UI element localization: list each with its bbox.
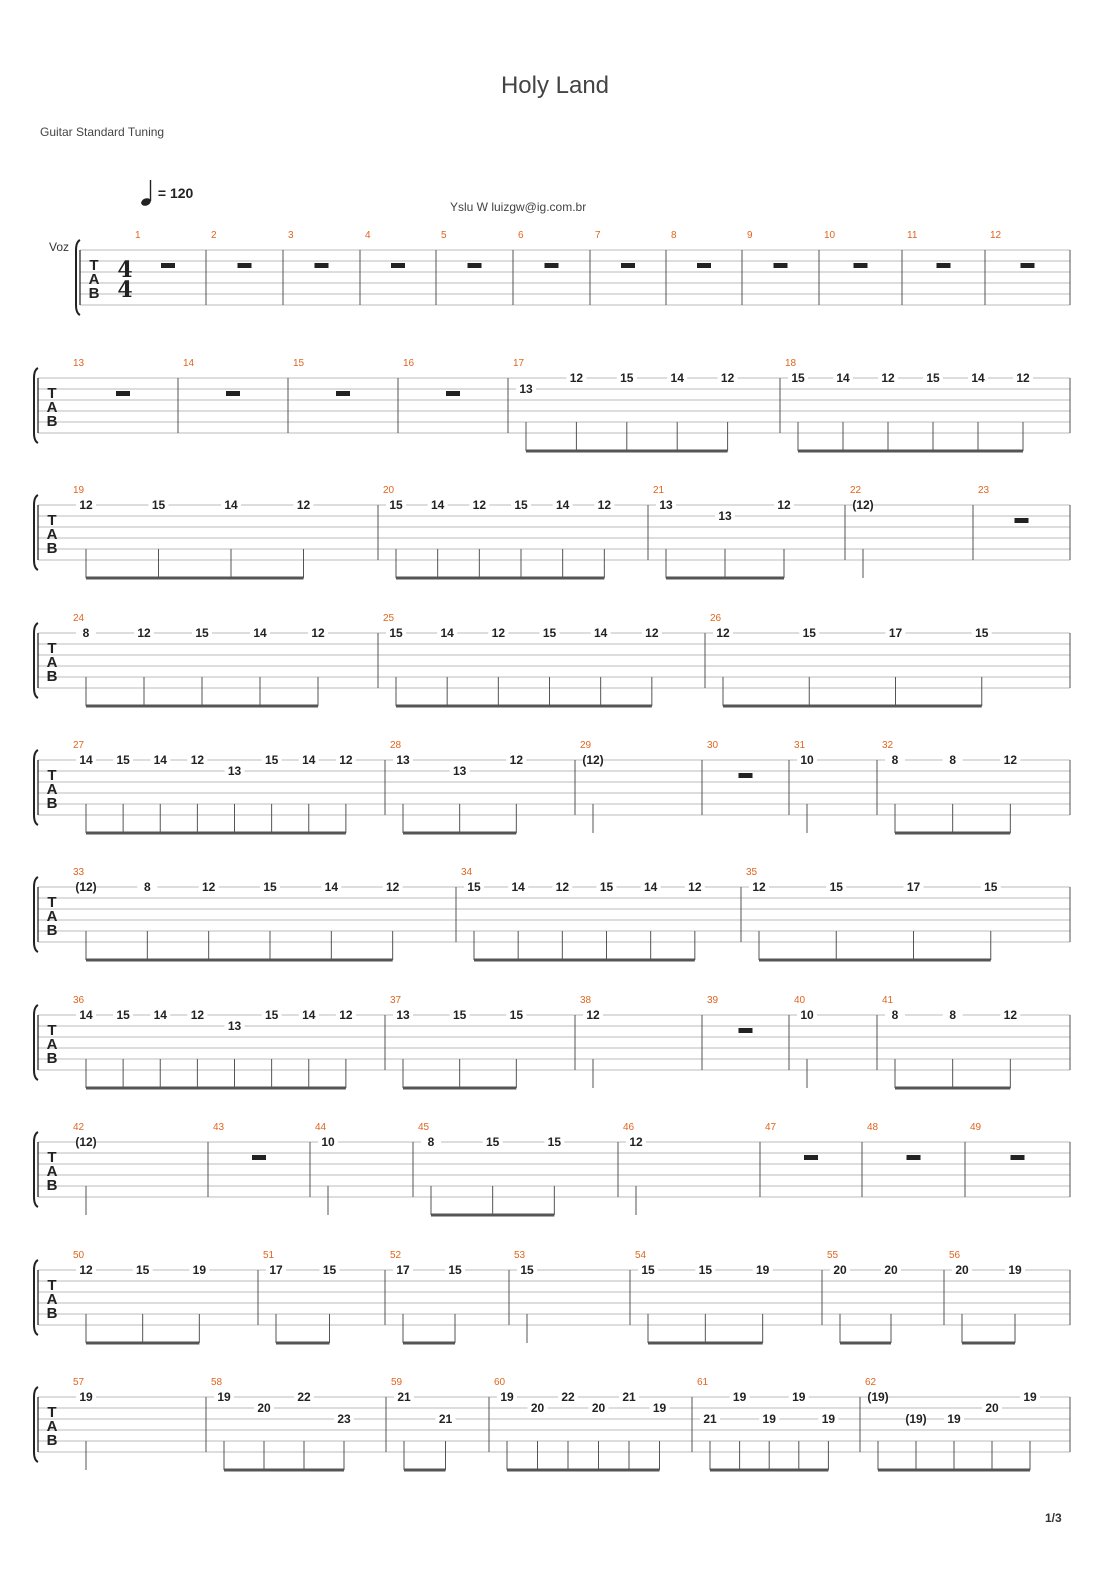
fret-number: 12: [79, 498, 93, 512]
measure-number: 25: [383, 613, 395, 624]
fret-number: 8: [427, 1135, 435, 1149]
fret-number: 19: [500, 1390, 514, 1404]
measure-number: 42: [73, 1122, 85, 1133]
measure: [116, 391, 130, 396]
fret-number: 8: [891, 753, 899, 767]
fret-number: 8: [949, 1008, 957, 1022]
measure: [1011, 1155, 1025, 1160]
whole-rest: [468, 263, 482, 268]
measure-number: 17: [513, 358, 525, 369]
fret-number: 20: [257, 1401, 271, 1415]
fret-number: (12): [75, 1135, 97, 1149]
measure: [739, 773, 753, 778]
fret-number: (19): [905, 1412, 927, 1426]
tab-system: [34, 358, 1070, 451]
fret-number: (12): [852, 498, 874, 512]
measure: [937, 263, 951, 268]
tab-clef-letter: T: [47, 1149, 57, 1166]
fret-number: 12: [777, 498, 791, 512]
tab-clef-letter: B: [46, 1305, 58, 1322]
measure-number: 28: [390, 740, 402, 751]
fret-number: 15: [698, 1263, 713, 1277]
fret-number: 15: [542, 626, 557, 640]
whole-rest: [621, 263, 635, 268]
measure-number: 19: [73, 485, 85, 496]
tab-clef-letter: A: [46, 908, 58, 925]
fret-number: 12: [201, 880, 216, 894]
measure-number: 60: [494, 1377, 506, 1388]
fret-number: 15: [620, 371, 634, 385]
tab-clef-letter: T: [47, 894, 57, 911]
whole-rest: [315, 263, 329, 268]
fret-number: 17: [888, 626, 903, 640]
tab-clef-letter: T: [47, 1404, 57, 1421]
fret-number: 20: [884, 1263, 898, 1277]
measure-number: 47: [765, 1122, 777, 1133]
fret-number: 13: [659, 498, 673, 512]
tab-clef-letter: A: [46, 526, 58, 543]
measure-number: 35: [746, 867, 758, 878]
measure-number: 61: [697, 1377, 709, 1388]
measure-number: 39: [707, 995, 719, 1006]
fret-number: 15: [599, 880, 614, 894]
measure-number: 22: [850, 485, 862, 496]
fret-number: 14: [153, 1008, 167, 1022]
fret-number: 15: [264, 1008, 279, 1022]
tab-clef-letter: T: [47, 1277, 57, 1294]
fret-number: 15: [452, 1008, 467, 1022]
fret-number: 23: [337, 1412, 351, 1426]
fret-number: 14: [302, 1008, 316, 1022]
tab-clef-letter: B: [46, 540, 58, 557]
fret-number: 12: [586, 1008, 600, 1022]
fret-number: 15: [926, 371, 940, 385]
tab-system: [34, 1377, 1070, 1470]
whole-rest: [1015, 518, 1029, 523]
measure-number: 21: [653, 485, 665, 496]
measure: [161, 263, 175, 268]
measure-number: 31: [794, 740, 806, 751]
fret-number: 12: [569, 371, 584, 385]
whole-rest: [697, 263, 711, 268]
whole-rest: [336, 391, 350, 396]
fret-number: 14: [555, 498, 570, 512]
whole-rest: [1021, 263, 1035, 268]
tab-system: [34, 1250, 1070, 1343]
measure: [621, 263, 635, 268]
whole-rest: [161, 263, 175, 268]
whole-rest: [226, 391, 240, 396]
tuning-label: Guitar Standard Tuning: [40, 125, 165, 139]
fret-number: 12: [716, 626, 730, 640]
fret-number: 15: [520, 1263, 534, 1277]
fret-number: 13: [452, 764, 467, 778]
measure-number: 12: [990, 230, 1002, 241]
fret-number: 15: [389, 626, 403, 640]
whole-rest: [252, 1155, 266, 1160]
fret-number: (12): [75, 880, 97, 894]
measure: [854, 263, 868, 268]
measure-number: 52: [390, 1250, 402, 1261]
fret-number: 19: [732, 1390, 747, 1404]
measure-number: 38: [580, 995, 592, 1006]
measure: [907, 1155, 921, 1160]
measure-number: 58: [211, 1377, 223, 1388]
measure-number: 27: [73, 740, 85, 751]
fret-number: 15: [389, 498, 403, 512]
measure-number: 20: [383, 485, 395, 496]
measure: [446, 391, 460, 396]
tab-clef-letter: A: [46, 781, 58, 798]
measure: [774, 263, 788, 268]
fret-number: 12: [385, 880, 400, 894]
measure-number: 32: [882, 740, 894, 751]
measure-number: 54: [635, 1250, 647, 1261]
fret-number: 12: [688, 880, 702, 894]
tab-system: [34, 485, 1070, 578]
fret-number: 20: [985, 1401, 999, 1415]
measure-number: 41: [882, 995, 894, 1006]
measure: [739, 1028, 753, 1033]
page-number: 1/3: [1045, 1511, 1062, 1525]
fret-number: 12: [296, 498, 311, 512]
fret-number: 10: [800, 1008, 814, 1022]
measure: [1021, 263, 1035, 268]
measure-number: 16: [403, 358, 415, 369]
fret-number: (12): [582, 753, 604, 767]
song-title: Holy Land: [500, 72, 610, 99]
measure-number: 5: [441, 230, 447, 241]
fret-number: 14: [430, 498, 445, 512]
tab-clef-letter: T: [47, 767, 57, 784]
fret-number: 12: [79, 1263, 93, 1277]
track-name: Voz: [49, 240, 70, 254]
fret-number: 15: [984, 880, 998, 894]
tab-clef-letter: B: [46, 668, 58, 685]
measure-number: 44: [315, 1122, 327, 1133]
fret-number: 21: [397, 1390, 411, 1404]
fret-number: 12: [645, 626, 659, 640]
measure: [336, 391, 350, 396]
measure-number: 46: [623, 1122, 635, 1133]
fret-number: 14: [79, 753, 93, 767]
measure-number: 36: [73, 995, 85, 1006]
measure-number: 3: [288, 230, 294, 241]
measure-number: 6: [518, 230, 524, 241]
whole-rest: [739, 773, 753, 778]
tab-clef-letter: T: [89, 257, 99, 274]
measure-number: 4: [365, 230, 371, 241]
tab-clef-letter: B: [46, 1050, 58, 1067]
fret-number: 12: [311, 626, 325, 640]
measure-number: 26: [710, 613, 722, 624]
fret-number: 12: [491, 626, 506, 640]
fret-number: 21: [622, 1390, 636, 1404]
measure-number: 24: [73, 613, 85, 624]
tab-clef-letter: B: [46, 1432, 58, 1449]
tab-clef-letter: A: [46, 1418, 58, 1435]
measure-number: 10: [824, 230, 836, 241]
measure-number: 9: [747, 230, 753, 241]
measure-number: 15: [293, 358, 305, 369]
measure-number: 50: [73, 1250, 85, 1261]
fret-number: 22: [561, 1390, 575, 1404]
fret-number: 12: [1003, 1008, 1018, 1022]
fret-number: 14: [836, 371, 850, 385]
fret-number: 12: [339, 753, 353, 767]
whole-rest: [907, 1155, 921, 1160]
whole-rest: [937, 263, 951, 268]
tab-system: [34, 1122, 1070, 1215]
whole-rest: [116, 391, 130, 396]
fret-number: 12: [509, 753, 524, 767]
fret-number: 15: [264, 753, 279, 767]
measure: [804, 1155, 818, 1160]
measure-number: 23: [978, 485, 990, 496]
fret-number: 20: [591, 1401, 606, 1415]
fret-number: 8: [143, 880, 151, 894]
fret-number: 15: [975, 626, 989, 640]
measure-number: 8: [671, 230, 677, 241]
tempo-value: = 120: [157, 185, 194, 202]
measure-number: 57: [73, 1377, 85, 1388]
tab-system: [76, 230, 1070, 315]
fret-number: 12: [629, 1135, 643, 1149]
fret-number: 13: [227, 764, 242, 778]
measure-number: 14: [183, 358, 195, 369]
fret-number: 15: [151, 498, 166, 512]
fret-number: 13: [718, 509, 732, 523]
whole-rest: [545, 263, 559, 268]
fret-number: 14: [79, 1008, 93, 1022]
fret-number: 19: [821, 1412, 836, 1426]
fret-number: 15: [509, 1008, 524, 1022]
measure-number: 48: [867, 1122, 879, 1133]
fret-number: 14: [253, 626, 267, 640]
measure: [1015, 518, 1029, 523]
measure: [391, 263, 405, 268]
whole-rest: [739, 1028, 753, 1033]
fret-number: 14: [511, 880, 525, 894]
measure-number: 33: [73, 867, 85, 878]
tab-system: [34, 613, 1070, 706]
tab-clef-letter: T: [47, 512, 57, 529]
measure-number: 56: [949, 1250, 961, 1261]
fret-number: 12: [137, 626, 151, 640]
fret-number: 15: [514, 498, 528, 512]
whole-rest: [446, 391, 460, 396]
fret-number: 21: [703, 1412, 717, 1426]
fret-number: 12: [752, 880, 766, 894]
fret-number: 12: [472, 498, 487, 512]
whole-rest: [854, 263, 868, 268]
fret-number: 12: [597, 498, 612, 512]
measure: [697, 263, 711, 268]
measure-number: 2: [211, 230, 217, 241]
fret-number: 17: [269, 1263, 283, 1277]
tab-clef-letter: A: [46, 654, 58, 671]
tab-clef-letter: A: [46, 399, 58, 416]
whole-rest: [391, 263, 405, 268]
tab-system: [34, 740, 1070, 833]
measure-number: 37: [390, 995, 402, 1006]
measure: [226, 391, 240, 396]
measure-number: 29: [580, 740, 592, 751]
measure-number: 30: [707, 740, 719, 751]
fret-number: 19: [755, 1263, 770, 1277]
tab-clef-letter: T: [47, 385, 57, 402]
fret-number: 12: [1003, 753, 1018, 767]
measure-number: 59: [391, 1377, 403, 1388]
fret-number: 12: [339, 1008, 353, 1022]
fret-number: 15: [135, 1263, 150, 1277]
measure-number: 49: [970, 1122, 982, 1133]
whole-rest: [774, 263, 788, 268]
tab-clef-letter: A: [46, 1291, 58, 1308]
fret-number: 15: [322, 1263, 337, 1277]
fret-number: 13: [519, 382, 533, 396]
tab-clef-letter: T: [47, 640, 57, 657]
fret-number: 15: [195, 626, 209, 640]
tab-system: [34, 867, 1070, 960]
fret-number: 8: [82, 626, 90, 640]
fret-number: 13: [227, 1019, 242, 1033]
tab-clef-letter: T: [47, 1022, 57, 1039]
fret-number: 17: [906, 880, 921, 894]
fret-number: 14: [224, 498, 238, 512]
fret-number: 12: [720, 371, 735, 385]
fret-number: 14: [593, 626, 608, 640]
measure-number: 34: [461, 867, 473, 878]
tab-clef-letter: B: [88, 285, 100, 302]
tab-clef-letter: B: [46, 922, 58, 939]
measure-number: 53: [514, 1250, 526, 1261]
fret-number: 10: [321, 1135, 335, 1149]
measure-number: 55: [827, 1250, 839, 1261]
fret-number: 12: [190, 753, 205, 767]
fret-number: 20: [955, 1263, 969, 1277]
measure: [315, 263, 329, 268]
fret-number: 15: [448, 1263, 462, 1277]
fret-number: 14: [324, 880, 339, 894]
fret-number: 21: [438, 1412, 453, 1426]
measure-number: 11: [907, 230, 918, 241]
time-signature-bottom: 4: [117, 277, 133, 303]
fret-number: 15: [791, 371, 805, 385]
measure-number: 18: [785, 358, 797, 369]
tab-clef-letter: B: [46, 1177, 58, 1194]
fret-number: 12: [1016, 371, 1030, 385]
fret-number: 14: [643, 880, 658, 894]
fret-number: 14: [670, 371, 684, 385]
tab-clef-letter: B: [46, 795, 58, 812]
tab-clef-letter: A: [46, 1036, 58, 1053]
fret-number: 12: [190, 1008, 205, 1022]
fret-number: 20: [833, 1263, 847, 1277]
fret-number: 15: [641, 1263, 655, 1277]
fret-number: 22: [297, 1390, 311, 1404]
tab-clef-letter: B: [46, 413, 58, 430]
fret-number: 19: [217, 1390, 231, 1404]
measure-number: 62: [865, 1377, 877, 1388]
fret-number: 14: [440, 626, 454, 640]
fret-number: 10: [800, 753, 814, 767]
fret-number: 17: [396, 1263, 410, 1277]
fret-number: 12: [555, 880, 570, 894]
fret-number: 15: [802, 626, 816, 640]
fret-number: 14: [153, 753, 167, 767]
fret-number: 15: [116, 753, 130, 767]
fret-number: 15: [116, 1008, 130, 1022]
whole-rest: [238, 263, 252, 268]
measure-number: 40: [794, 995, 806, 1006]
fret-number: 19: [947, 1412, 961, 1426]
whole-rest: [804, 1155, 818, 1160]
fret-number: 19: [652, 1401, 667, 1415]
tab-clef-letter: A: [88, 271, 100, 288]
fret-number: 19: [192, 1263, 207, 1277]
fret-number: 15: [485, 1135, 500, 1149]
measure-number: 1: [135, 230, 141, 241]
fret-number: (19): [867, 1390, 889, 1404]
fret-number: 14: [302, 753, 316, 767]
fret-number: 20: [530, 1401, 545, 1415]
fret-number: 15: [467, 880, 481, 894]
fret-number: 14: [971, 371, 985, 385]
time-signature-top: 4: [117, 257, 133, 283]
fret-number: 8: [891, 1008, 899, 1022]
author-credit: Yslu W luizgw@ig.com.br: [450, 200, 587, 214]
measure-number: 43: [213, 1122, 225, 1133]
measure-number: 7: [595, 230, 601, 241]
fret-number: 19: [792, 1390, 806, 1404]
fret-number: 15: [829, 880, 843, 894]
whole-rest: [1011, 1155, 1025, 1160]
fret-number: 19: [1023, 1390, 1037, 1404]
fret-number: 15: [547, 1135, 562, 1149]
measure-number: 13: [73, 358, 85, 369]
fret-number: 12: [881, 371, 895, 385]
measure: [545, 263, 559, 268]
fret-number: 19: [762, 1412, 776, 1426]
fret-number: 13: [396, 1008, 410, 1022]
fret-number: 13: [396, 753, 410, 767]
measure: [238, 263, 252, 268]
fret-number: 19: [1008, 1263, 1022, 1277]
measure-number: 51: [263, 1250, 275, 1261]
tab-system: [34, 995, 1070, 1088]
fret-number: 19: [79, 1390, 93, 1404]
measure-number: 45: [418, 1122, 430, 1133]
measure: [252, 1155, 266, 1160]
fret-number: 15: [263, 880, 277, 894]
tab-clef-letter: A: [46, 1163, 58, 1180]
measure: [468, 263, 482, 268]
fret-number: 8: [949, 753, 957, 767]
